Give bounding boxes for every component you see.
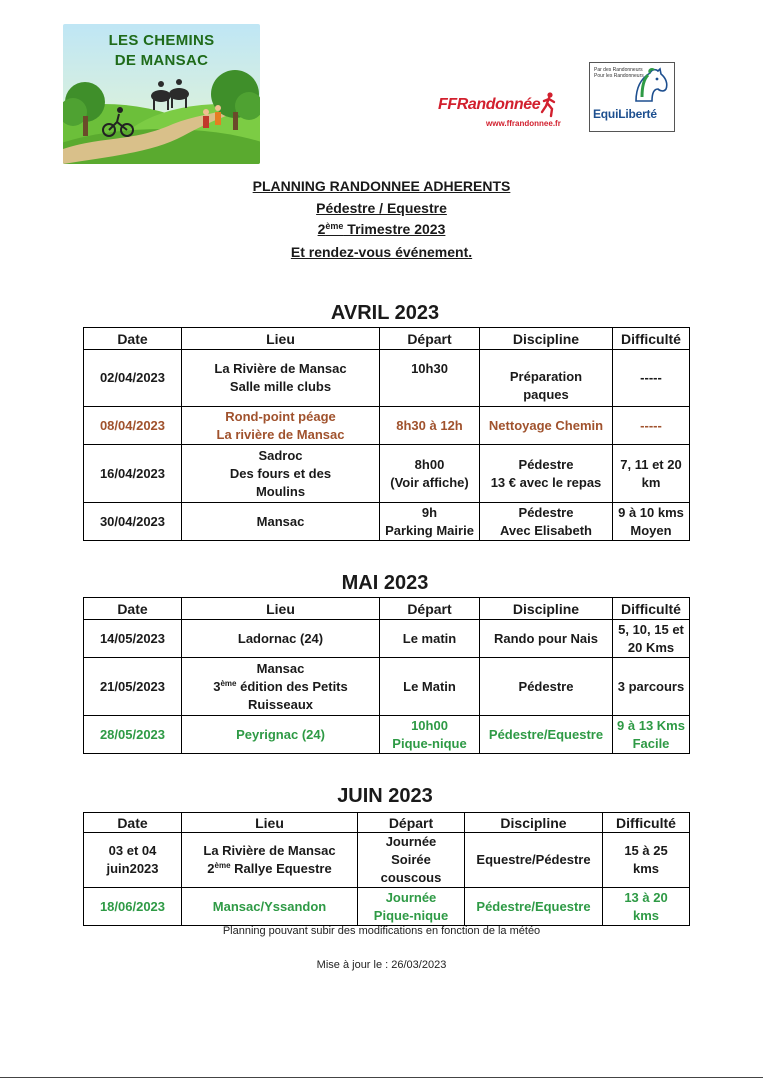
ffr-wordmark: FFRandonnée bbox=[438, 96, 541, 113]
footer-note: Planning pouvant subir des modifications en fonction de la météo bbox=[222, 925, 541, 937]
equi-tagline: Par des Randonneurs Pour les Randonneurs bbox=[594, 67, 644, 79]
horse-head-icon bbox=[630, 67, 670, 105]
col-difficulte: Difficulté bbox=[613, 328, 690, 350]
table-row: 30/04/2023 Mansac 9h Parking Mairie Pédestre Avec Elisabeth 9 à 10 kms Moyen bbox=[84, 503, 690, 541]
table-row: 16/04/2023 Sadroc Des fours et des Moulins 8h00 (Voir affiche) Pédestre 13 € avec le repas 7, 11 et 20 km bbox=[84, 445, 690, 503]
header-line3: 2ème Trimestre 2023 bbox=[317, 221, 446, 237]
equiliberte-logo bbox=[589, 62, 675, 132]
table-header-row: Date Lieu Départ Discipline Difficulté bbox=[84, 598, 690, 620]
table-row: 14/05/2023 Ladornac (24) Le matin Rando pour Nais 5, 10, 15 et 20 Kms bbox=[84, 620, 690, 658]
header-line4: Et rendez-vous événement. bbox=[290, 244, 473, 260]
table-row: 08/04/2023 Rond-point péage La rivière de Mansac 8h30 à 12h Nettoyage Chemin ----- bbox=[84, 407, 690, 445]
ffr-url: www.ffrandonnee.fr bbox=[486, 119, 561, 128]
club-logo-line1: LES CHEMINS bbox=[108, 32, 215, 49]
col-date: Date bbox=[84, 328, 182, 350]
col-lieu: Lieu bbox=[182, 328, 380, 350]
table-row: 02/04/2023 La Rivière de Mansac Salle mille clubs 10h30 Préparation paques ----- bbox=[84, 350, 690, 407]
table-header-row bbox=[84, 328, 690, 350]
col-discipline: Discipline bbox=[480, 328, 613, 350]
table-header-row: Date Lieu Départ Discipline Difficulté bbox=[84, 813, 690, 833]
ffr-walker-icon bbox=[540, 92, 558, 118]
ffrandonnee-logo bbox=[438, 90, 563, 132]
section-title-avril: AVRIL 2023 bbox=[330, 302, 440, 324]
equi-wordmark: EquiLiberté bbox=[593, 107, 657, 121]
header-line2: Pédestre / Equestre bbox=[316, 200, 447, 216]
section-title-mai: MAI 2023 bbox=[341, 572, 429, 594]
table-avril bbox=[83, 327, 690, 541]
table-mai bbox=[83, 597, 690, 754]
table-row: 21/05/2023 Mansac 3ème édition des Petits Ruisseaux Le Matin Pédestre 3 parcours bbox=[84, 658, 690, 716]
page-bottom-rule bbox=[0, 1077, 763, 1078]
table-juin bbox=[83, 812, 690, 926]
table-row: 03 et 04 juin2023 La Rivière de Mansac 2ème Rallye Equestre Journée Soirée couscous Equestre/Pédestre 15 à 25 kms bbox=[84, 833, 690, 888]
club-logo-line2: DE MANSAC bbox=[114, 52, 209, 69]
table-row: 18/06/2023 Mansac/Yssandon Journée Pique-nique Pédestre/Equestre 13 à 20 kms bbox=[84, 888, 690, 926]
col-depart: Départ bbox=[380, 328, 480, 350]
header-line1: PLANNING RANDONNEE ADHERENTS bbox=[252, 178, 511, 194]
footer-update: Mise à jour le : 26/03/2023 bbox=[316, 959, 447, 971]
table-row: 28/05/2023 Peyrignac (24) 10h00 Pique-nique Pédestre/Equestre 9 à 13 Kms Facile bbox=[84, 716, 690, 754]
club-logo bbox=[63, 24, 260, 164]
section-title-juin: JUIN 2023 bbox=[337, 785, 433, 807]
